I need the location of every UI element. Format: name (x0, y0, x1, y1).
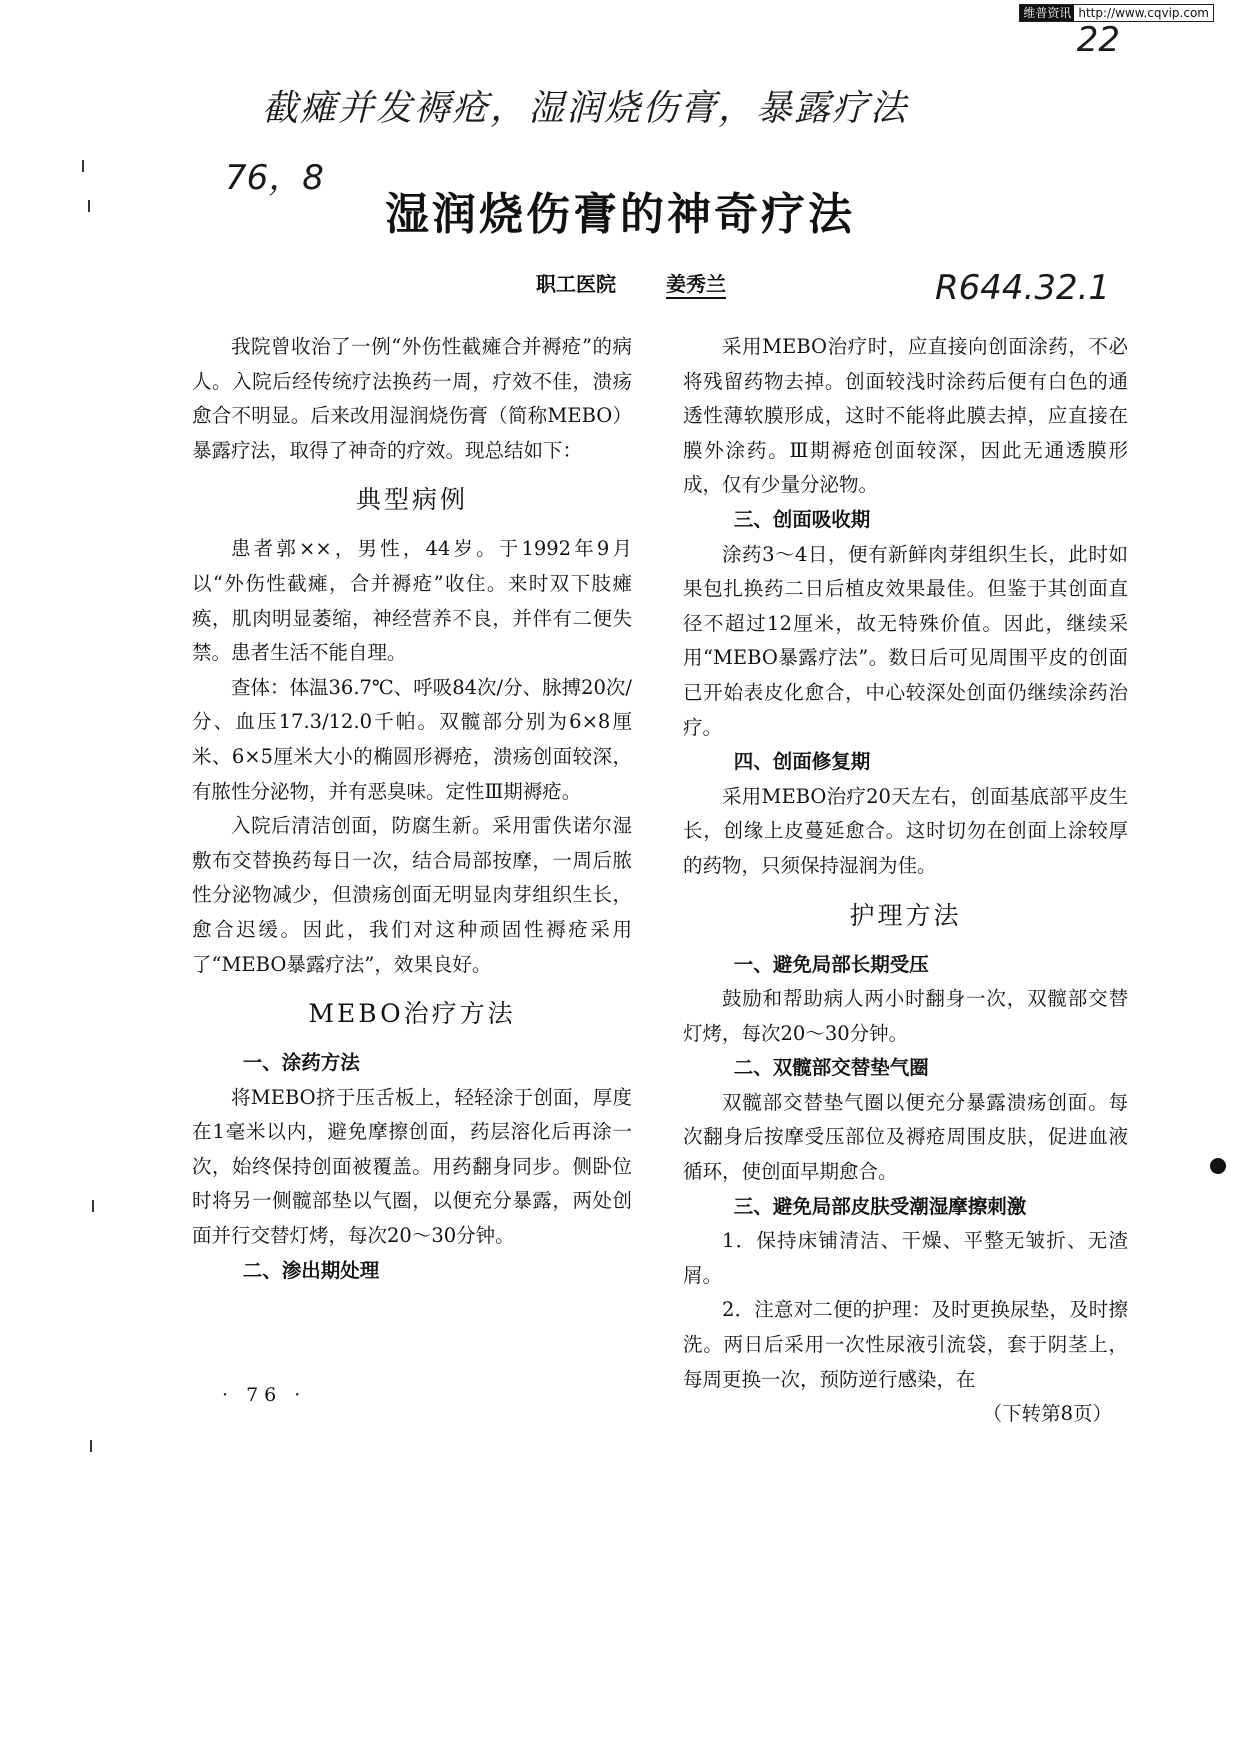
handwritten-class-code: R644.32.1 (935, 268, 1111, 308)
scan-mark (90, 1440, 92, 1452)
section-heading-case: 典型病例 (355, 485, 468, 515)
subheading-repair: 四、创面修复期 (733, 750, 871, 774)
section-heading-nursing: 护理方法 (849, 900, 962, 930)
subheading-pressure: 一、避免局部长期受压 (733, 952, 929, 976)
section-heading-method: MEBO治疗方法 (308, 999, 516, 1029)
repair-paragraph: 采用MEBO治疗20天左右，创面基底部平皮生长，创缘上皮蔓延愈合。这时切勿在创面上涂较厚的药物，只须保持湿润为佳。 (683, 784, 1128, 877)
author-name: 姜秀兰 (666, 268, 726, 299)
watermark-label: 维普资讯 (1020, 5, 1074, 21)
affiliation: 职工医院 (536, 272, 616, 296)
page-number: · 76 · (222, 1384, 307, 1406)
left-column (192, 330, 632, 1288)
byline (536, 268, 726, 299)
subheading-apply: 一、涂药方法 (242, 1051, 360, 1075)
skin-paragraph-2: 2．注意对二便的护理：及时更换尿垫，及时擦洗。两日后采用一次性尿液引流袋，套于阴茎上，每周更换一次，预防逆行感染，在 (683, 1298, 1128, 1391)
case-paragraph-3: 入院后清洁创面，防腐生新。采用雷佚诺尔湿敷布交替换药每日一次，结合局部按摩，一周后脓性分泌物减少，但溃疡创面无明显肉芽组织生长，愈合迟缓。因此，我们对这种顽固性褥疮采用了“MEBO暴露疗法”，效果良好。 (192, 814, 632, 976)
exudate-paragraph: 采用MEBO治疗时，应直接向创面涂药，不必将残留药物去掉。创面较浅时涂药后便有白色的通透性薄软膜形成，这时不能将此膜去掉，应直接在膜外涂药。Ⅲ期褥疮创面较深，因此无通透膜形成，仅有少量分泌物。 (683, 335, 1128, 497)
absorb-paragraph: 涂药3～4日，便有新鲜肉芽组织生长，此时如果包扎换药二日后植皮效果最佳。但鉴于其创面直径不超过12厘米，故无特殊价值。因此，继续采用“MEBO暴露疗法”。数日后可见周围平皮的创面已开始表皮化愈合，中心较深处创面仍继续涂药治疗。 (683, 542, 1128, 739)
article-title: 湿润烧伤膏的神奇疗法 (385, 189, 855, 240)
subheading-aircushion: 二、双髋部交替垫气圈 (733, 1056, 929, 1080)
handwritten-header-note: 截瘫并发褥疮，湿润烧伤膏，暴露疗法 (262, 88, 909, 129)
watermark-url: http://www.cqvip.com (1078, 6, 1209, 20)
handwritten-corner-note: 22 (1076, 20, 1120, 60)
intro-paragraph: 我院曾收治了一例“外伤性截瘫合并褥疮”的病人。入院后经传统疗法换药一周，疗效不佳，溃疡愈合不明显。后来改用湿润烧伤膏（简称MEBO）暴露疗法，取得了神奇的疗效。现总结如下： (192, 335, 632, 462)
scan-mark (92, 1200, 94, 1212)
skin-paragraph-1: 1．保持床铺清洁、干燥、平整无皱折、无渣屑。 (683, 1229, 1128, 1287)
subheading-absorb: 三、创面吸收期 (733, 507, 871, 531)
continued-note: （下转第8页） (982, 1402, 1112, 1426)
pressure-paragraph: 鼓励和帮助病人两小时翻身一次，双髋部交替灯烤，每次20～30分钟。 (683, 987, 1128, 1045)
handwritten-left-mark: 76，8 (225, 158, 324, 198)
subheading-exudate: 二、渗出期处理 (242, 1258, 380, 1282)
right-column (683, 330, 1128, 1432)
scan-speck (1210, 1158, 1226, 1174)
aircushion-paragraph: 双髋部交替垫气圈以便充分暴露溃疡创面。每次翻身后按摩受压部位及褥疮周围皮肤，促进血液循环，使创面早期愈合。 (683, 1090, 1128, 1184)
apply-paragraph: 将MEBO挤于压舌板上，轻轻涂于创面，厚度在1毫米以内，避免摩擦创面，药层溶化后再涂一次，始终保持创面被覆盖。用药翻身同步。侧卧位时将另一侧髋部垫以气圈，以便充分暴露，两处创面并行交替灯烤，每次20～30分钟。 (192, 1085, 632, 1248)
scan-mark (88, 200, 90, 212)
case-paragraph-2: 查体：体温36.7℃、呼吸84次/分、脉搏20次/分、血压17.3/12.0千帕。双髋部分别为6×8厘米、6×5厘米大小的椭圆形褥疮，溃疡创面较深，有脓性分泌物，并有恶臭味。定性Ⅲ期褥疮。 (192, 675, 632, 803)
scan-mark (82, 160, 84, 172)
case-paragraph-1: 患者郭××，男性，44岁。于1992年9月以“外伤性截瘫，合并褥疮”收住。来时双下肢瘫痪，肌肉明显萎缩，神经营养不良，并伴有二便失禁。患者生活不能自理。 (192, 537, 632, 665)
subheading-skin: 三、避免局部皮肤受潮湿摩擦刺激 (733, 1194, 1027, 1218)
